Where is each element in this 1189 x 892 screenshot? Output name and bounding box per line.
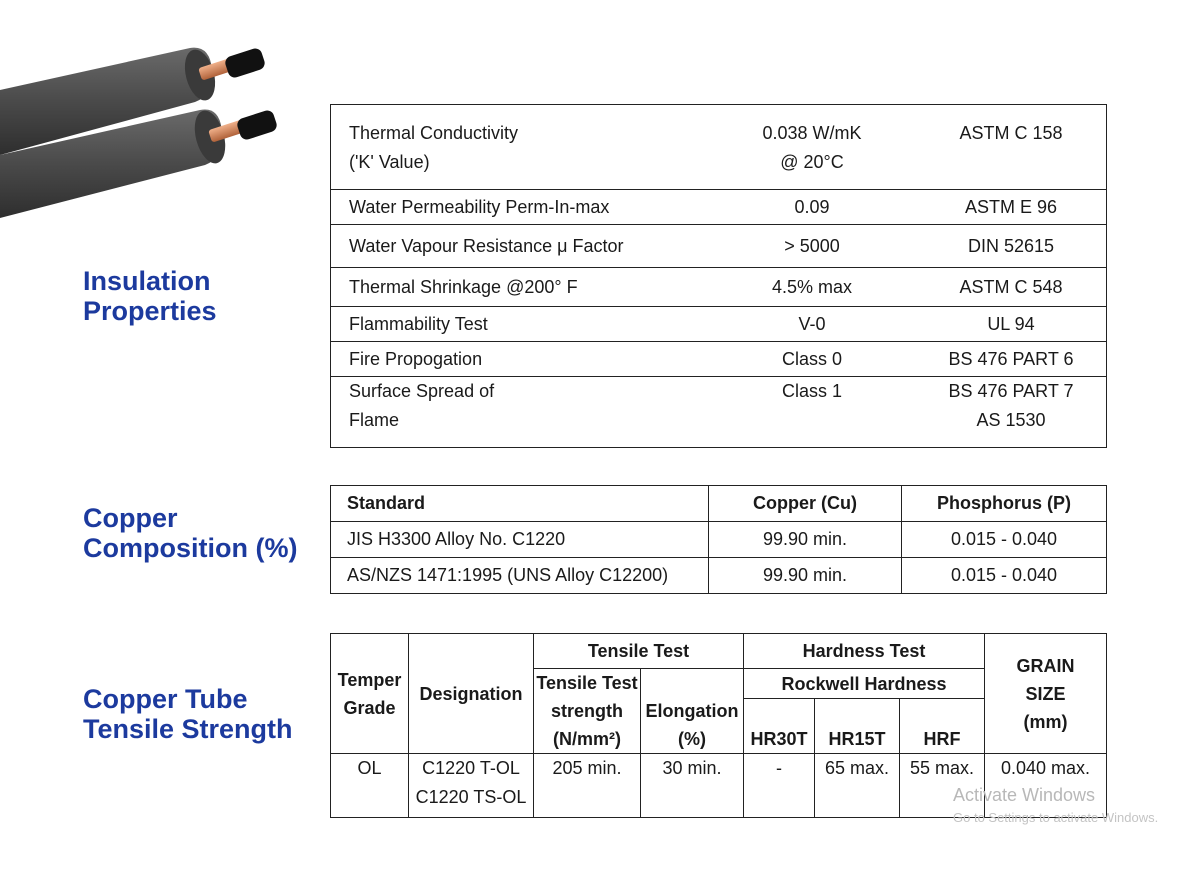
cell-text: AS 1530 — [976, 410, 1046, 430]
tensile-strength-heading — [83, 684, 293, 744]
table-row — [331, 342, 1107, 377]
hr30t-header: HR30T — [744, 699, 815, 754]
standard-cell: BS 476 PART 6 — [916, 342, 1107, 377]
insulated-copper-pipe-image — [0, 40, 300, 230]
temper-grade-header — [331, 634, 409, 754]
table-cell: 99.90 min. — [709, 522, 902, 558]
property-cell: Water Permeability Perm-In-max — [331, 190, 709, 225]
cell-text: Grade — [343, 697, 396, 718]
table-cell: 55 max. — [900, 754, 985, 818]
value-cell: 0.09 — [708, 190, 916, 225]
table-row — [331, 522, 1107, 558]
property-cell — [331, 377, 709, 448]
property-cell — [331, 105, 709, 190]
cell-text: @ 20°C — [780, 152, 844, 172]
cell-text: (N/mm²) — [553, 729, 621, 749]
table-cell: 65 max. — [815, 754, 900, 818]
property-cell: Fire Propogation — [331, 342, 709, 377]
cell-text: (%) — [678, 729, 706, 749]
table-cell: OL — [331, 754, 409, 818]
table-cell: JIS H3300 Alloy No. C1220 — [331, 522, 709, 558]
cell-text: ('K' Value) — [349, 152, 430, 172]
value-cell: Class 0 — [708, 342, 916, 377]
tensile-test-header: Tensile Test — [534, 634, 744, 669]
heading-line: Properties — [83, 296, 217, 326]
heading-line: Copper — [83, 503, 178, 533]
table-cell: 0.015 - 0.040 — [902, 522, 1107, 558]
table-cell: 0.040 max. — [985, 754, 1107, 818]
cell-text: Class 1 — [781, 381, 843, 401]
cell-text: Surface Spread of — [349, 381, 495, 401]
designation-header: Designation — [409, 634, 534, 754]
column-header: Copper (Cu) — [709, 486, 902, 522]
copper-composition-heading — [83, 503, 297, 563]
standard-cell: ASTM C 548 — [916, 268, 1107, 307]
table-cell: 205 min. — [534, 754, 641, 818]
table-row — [331, 558, 1107, 594]
hardness-test-header: Hardness Test — [744, 634, 985, 669]
table-header-row — [331, 486, 1107, 522]
standard-cell — [916, 105, 1107, 190]
hrf-header: HRF — [900, 699, 985, 754]
value-cell: V-0 — [708, 307, 916, 342]
cell-text: strength — [551, 701, 623, 721]
insulation-properties-table — [330, 104, 1107, 448]
cell-text: Flame — [349, 410, 400, 430]
table-cell — [409, 754, 534, 818]
table-cell: 0.015 - 0.040 — [902, 558, 1107, 594]
cell-text: C1220 TS-OL — [415, 787, 527, 807]
table-header-row — [331, 634, 1107, 669]
table-row — [331, 377, 1107, 448]
rockwell-hardness-header: Rockwell Hardness — [744, 669, 985, 699]
cell-text: Temper — [337, 669, 402, 690]
elongation-header — [641, 669, 744, 754]
table-row — [331, 225, 1107, 268]
property-cell: Flammability Test — [331, 307, 709, 342]
cell-text: Tensile Test — [536, 673, 638, 693]
value-cell: > 5000 — [708, 225, 916, 268]
copper-composition-table — [330, 485, 1107, 594]
heading-line: Composition (%) — [83, 533, 298, 563]
value-cell: 4.5% max — [708, 268, 916, 307]
cell-text: C1220 T-OL — [422, 758, 520, 778]
activate-windows-subtitle: Go to Settings to activate Windows. — [953, 810, 1159, 825]
table-cell: - — [744, 754, 815, 818]
tensile-strength-header — [534, 669, 641, 754]
column-header: Phosphorus (P) — [902, 486, 1107, 522]
cell-text: 0.038 W/mK — [762, 123, 862, 143]
property-cell: Water Vapour Resistance μ Factor — [331, 225, 709, 268]
cell-text: SIZE — [1025, 683, 1066, 704]
heading-line: Tensile Strength — [83, 714, 293, 744]
table-cell: 99.90 min. — [709, 558, 902, 594]
table-row — [331, 268, 1107, 307]
table-row — [331, 307, 1107, 342]
table-cell: AS/NZS 1471:1995 (UNS Alloy C12200) — [331, 558, 709, 594]
standard-cell — [916, 377, 1107, 448]
cell-text: (mm) — [1023, 711, 1068, 732]
activate-windows-watermark: Activate Windows — [953, 785, 1096, 805]
property-cell: Thermal Shrinkage @200° F — [331, 268, 709, 307]
cell-text: ASTM C 158 — [959, 123, 1063, 143]
heading-line: Copper Tube — [83, 684, 248, 714]
value-cell — [708, 377, 916, 448]
column-header: Standard — [331, 486, 709, 522]
hr15t-header: HR15T — [815, 699, 900, 754]
value-cell — [708, 105, 916, 190]
insulation-properties-heading — [83, 266, 217, 326]
standard-cell: ASTM E 96 — [916, 190, 1107, 225]
heading-line: Insulation — [83, 266, 211, 296]
standard-cell: DIN 52615 — [916, 225, 1107, 268]
grain-size-header — [985, 634, 1107, 754]
cell-text: BS 476 PART 7 — [948, 381, 1074, 401]
cell-text: GRAIN — [1016, 655, 1075, 676]
table-cell: 30 min. — [641, 754, 744, 818]
standard-cell: UL 94 — [916, 307, 1107, 342]
cell-text: Elongation — [645, 701, 739, 721]
cell-text: Thermal Conductivity — [349, 123, 519, 143]
table-row — [331, 105, 1107, 190]
table-row — [331, 190, 1107, 225]
